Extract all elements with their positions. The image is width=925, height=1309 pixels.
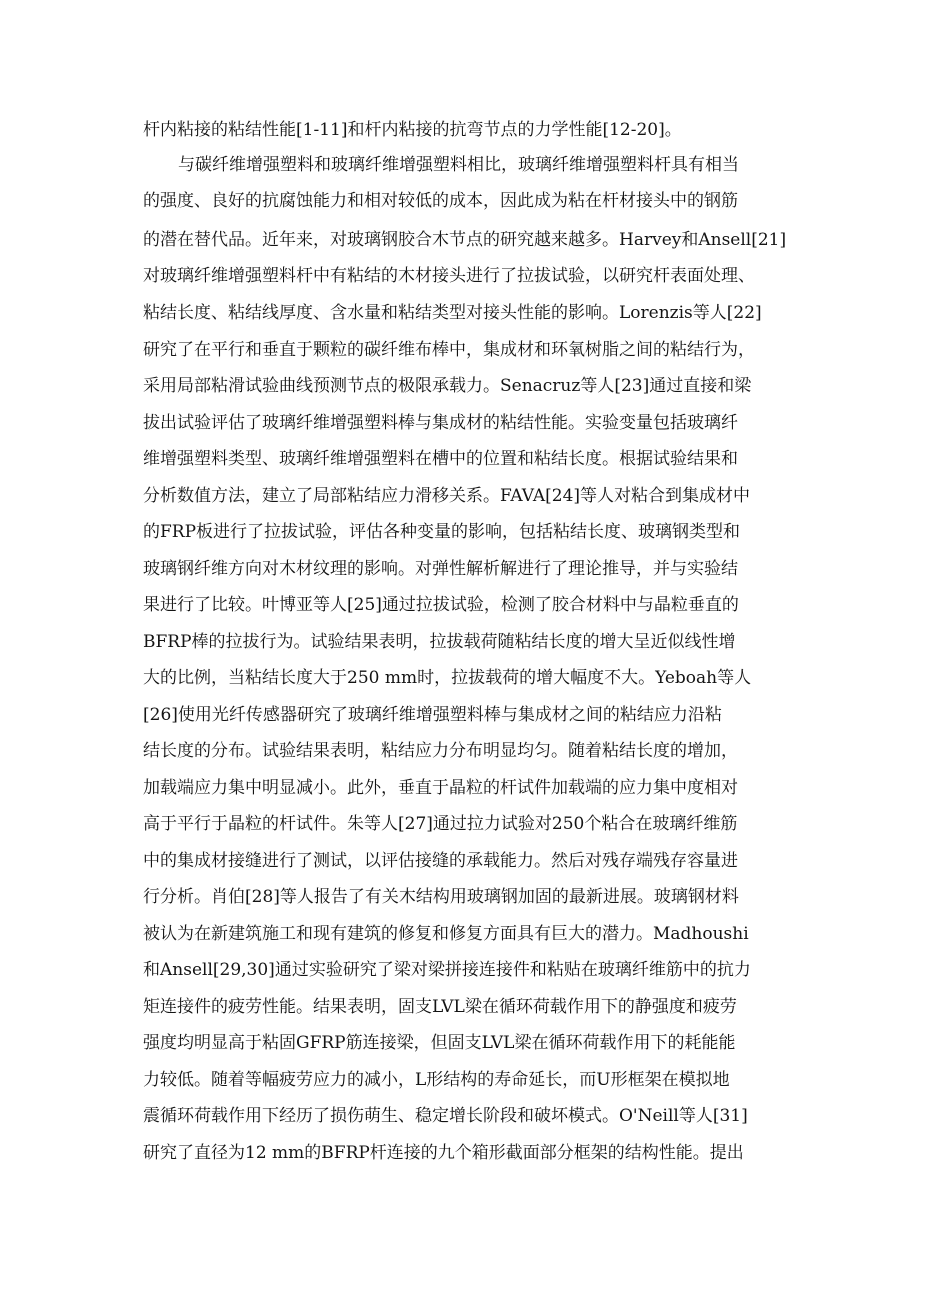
text-line-19: 加载端应力集中明显减小。此外，垂直于晶粒的杆试件加载端的应力集中度相对 — [143, 778, 738, 798]
text-line-9: 拔出试验评估了玻璃纤维增强塑料棒与集成材的粘结性能。实验变量包括玻璃纤 — [143, 413, 738, 433]
text-line-4: 的潜在替代品。近年来，对玻璃钢胶合木节点的研究越来越多。Harvey和Ansell[21] — [143, 230, 787, 250]
text-line-7: 研究了在平行和垂直于颗粒的碳纤维布棒中，集成材和环氧树脂之间的粘结行为， — [143, 340, 755, 360]
text-line-22: 行分析。肖伯[28]等人报告了有关木结构用玻璃钢加固的最新进展。玻璃钢材料 — [143, 887, 739, 907]
text-line-6: 粘结长度、粘结线厚度、含水量和粘结类型对接头性能的影响。Lorenzis等人[22] — [143, 303, 762, 323]
text-line-24: 和Ansell[29,30]通过实验研究了梁对梁拼接连接件和粘贴在玻璃纤维筋中的抗力 — [143, 960, 751, 980]
text-line-8: 采用局部粘滑试验曲线预测节点的极限承载力。Senacruz等人[23]通过直接和梁 — [143, 376, 752, 396]
text-line-13: 玻璃钢纤维方向对木材纹理的影响。对弹性解析解进行了理论推导，并与实验结 — [143, 559, 738, 579]
text-line-16: 大的比例，当粘结长度大于250 mm时，拉拔载荷的增大幅度不大。Yeboah等人 — [143, 668, 752, 688]
text-line-23: 被认为在新建筑施工和现有建筑的修复和修复方面具有巨大的潜力。Madhoushi — [143, 924, 749, 944]
text-line-21: 中的集成材接缝进行了测试，以评估接缝的承载能力。然后对残存端残存容量进 — [143, 851, 738, 871]
text-line-17: [26]使用光纤传感器研究了玻璃纤维增强塑料棒与集成材之间的粘结应力沿粘 — [143, 705, 722, 725]
text-line-12: 的FRP板进行了拉拔试验，评估各种变量的影响，包括粘结长度、玻璃钢类型和 — [143, 522, 741, 542]
text-line-14: 果进行了比较。叶博亚等人[25]通过拉拔试验，检测了胶合材料中与晶粒垂直的 — [143, 595, 739, 615]
text-line-18: 结长度的分布。试验结果表明，粘结应力分布明显均匀。随着粘结长度的增加， — [143, 741, 738, 761]
text-line-28: 震循环荷载作用下经历了损伤萌生、稳定增长阶段和破坏模式。O'Neill等人[31] — [143, 1106, 748, 1126]
text-line-20: 高于平行于晶粒的杆试件。朱等人[27]通过拉力试验对250个粘合在玻璃纤维筋 — [143, 814, 738, 834]
text-line-27: 力较低。随着等幅疲劳应力的减小，L形结构的寿命延长，而U形框架在模拟地 — [143, 1070, 730, 1090]
text-line-10: 维增强塑料类型、玻璃纤维增强塑料在槽中的位置和粘结长度。根据试验结果和 — [143, 449, 738, 469]
text-line-3: 的强度、良好的抗腐蚀能力和相对较低的成本，因此成为粘在杆材接头中的钢筋 — [143, 191, 738, 211]
text-line-29: 研究了直径为12 mm的BFRP杆连接的九个箱形截面部分框架的结构性能。提出 — [143, 1143, 744, 1163]
text-line-26: 强度均明显高于粘固GFRP筋连接梁，但固支LVL梁在循环荷载作用下的耗能能 — [143, 1033, 736, 1053]
text-line-25: 矩连接件的疲劳性能。结果表明，固支LVL梁在循环荷载作用下的静强度和疲劳 — [143, 997, 737, 1017]
text-line-11: 分析数值方法，建立了局部粘结应力滑移关系。FAVA[24]等人对粘合到集成材中 — [143, 486, 751, 506]
text-line-2: 与碳纤维增强塑料和玻璃纤维增强塑料相比，玻璃纤维增强塑料杆具有相当 — [178, 155, 739, 175]
text-line-5: 对玻璃纤维增强塑料杆中有粘结的木材接头进行了拉拔试验，以研究杆表面处理、 — [143, 266, 755, 286]
text-line-15: BFRP棒的拉拔行为。试验结果表明，拉拔载荷随粘结长度的增大呈近似线性增 — [143, 632, 736, 652]
text-line-1: 杆内粘接的粘结性能[1-11]和杆内粘接的抗弯节点的力学性能[12-20]。 — [143, 120, 682, 140]
